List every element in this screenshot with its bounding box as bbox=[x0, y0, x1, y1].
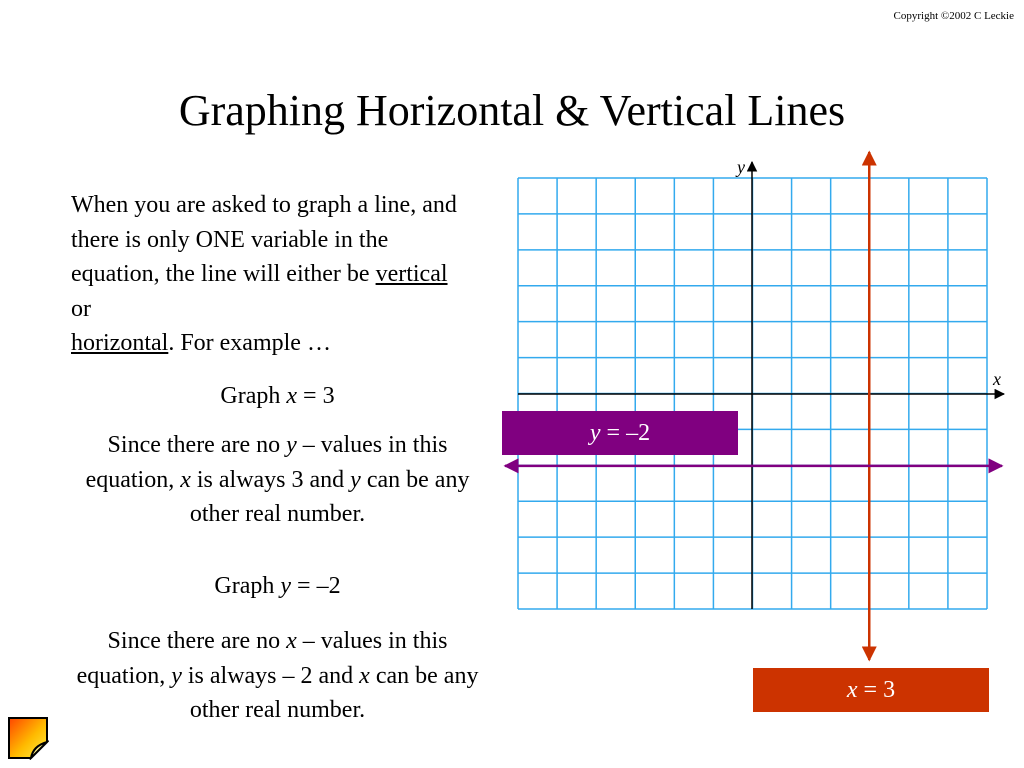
intro-text-3: . For example … bbox=[168, 330, 331, 356]
intro-underline-horizontal: horizontal bbox=[71, 330, 169, 356]
label-rest: = –2 bbox=[600, 420, 651, 446]
example2-var: x bbox=[359, 662, 370, 689]
example1-text: – values in this equation, bbox=[85, 432, 448, 493]
example1-text: can be any other real number. bbox=[189, 466, 470, 527]
copyright-notice: Copyright ©2002 C Leckie bbox=[893, 10, 1014, 22]
label-var: y bbox=[589, 420, 601, 446]
label-rest: = 3 bbox=[857, 677, 896, 703]
intro-text-1: When you are asked to graph a line, and there is only ONE variable in the equation, the line will either be bbox=[71, 192, 457, 287]
example2-var: y bbox=[171, 662, 182, 689]
example1-heading-var: x bbox=[286, 383, 298, 409]
example1-heading-prefix: Graph bbox=[220, 383, 287, 409]
example2-text: is always – 2 and bbox=[181, 662, 360, 689]
example2-text: can be any other real number. bbox=[189, 662, 479, 723]
example2-heading-rest: = –2 bbox=[291, 573, 341, 599]
example2-heading-prefix: Graph bbox=[214, 573, 281, 599]
slide-title: Graphing Horizontal & Vertical Lines bbox=[178, 86, 846, 135]
example2-var: x bbox=[286, 628, 297, 654]
example1-heading-rest: = 3 bbox=[297, 383, 335, 409]
example1-var: y bbox=[286, 432, 297, 458]
intro-underline-vertical: vertical bbox=[375, 261, 448, 287]
example2-heading-var: y bbox=[280, 573, 292, 599]
example1-text: Since there are no bbox=[107, 432, 287, 458]
example1-var: y bbox=[350, 466, 361, 493]
y-equals-minus-2-label bbox=[502, 411, 738, 455]
example1-var: x bbox=[180, 466, 191, 493]
x-axis-label: x bbox=[993, 369, 1001, 389]
example2-text: – values in this equation, bbox=[76, 628, 448, 689]
label-var: x bbox=[846, 677, 858, 703]
folded-note-icon[interactable] bbox=[7, 716, 49, 760]
y-axis-label: y bbox=[737, 157, 745, 177]
example2-text: Since there are no bbox=[107, 628, 287, 654]
example1-text: is always 3 and bbox=[190, 466, 351, 493]
intro-text-2: or bbox=[71, 295, 91, 322]
x-equals-3-label bbox=[753, 668, 989, 712]
